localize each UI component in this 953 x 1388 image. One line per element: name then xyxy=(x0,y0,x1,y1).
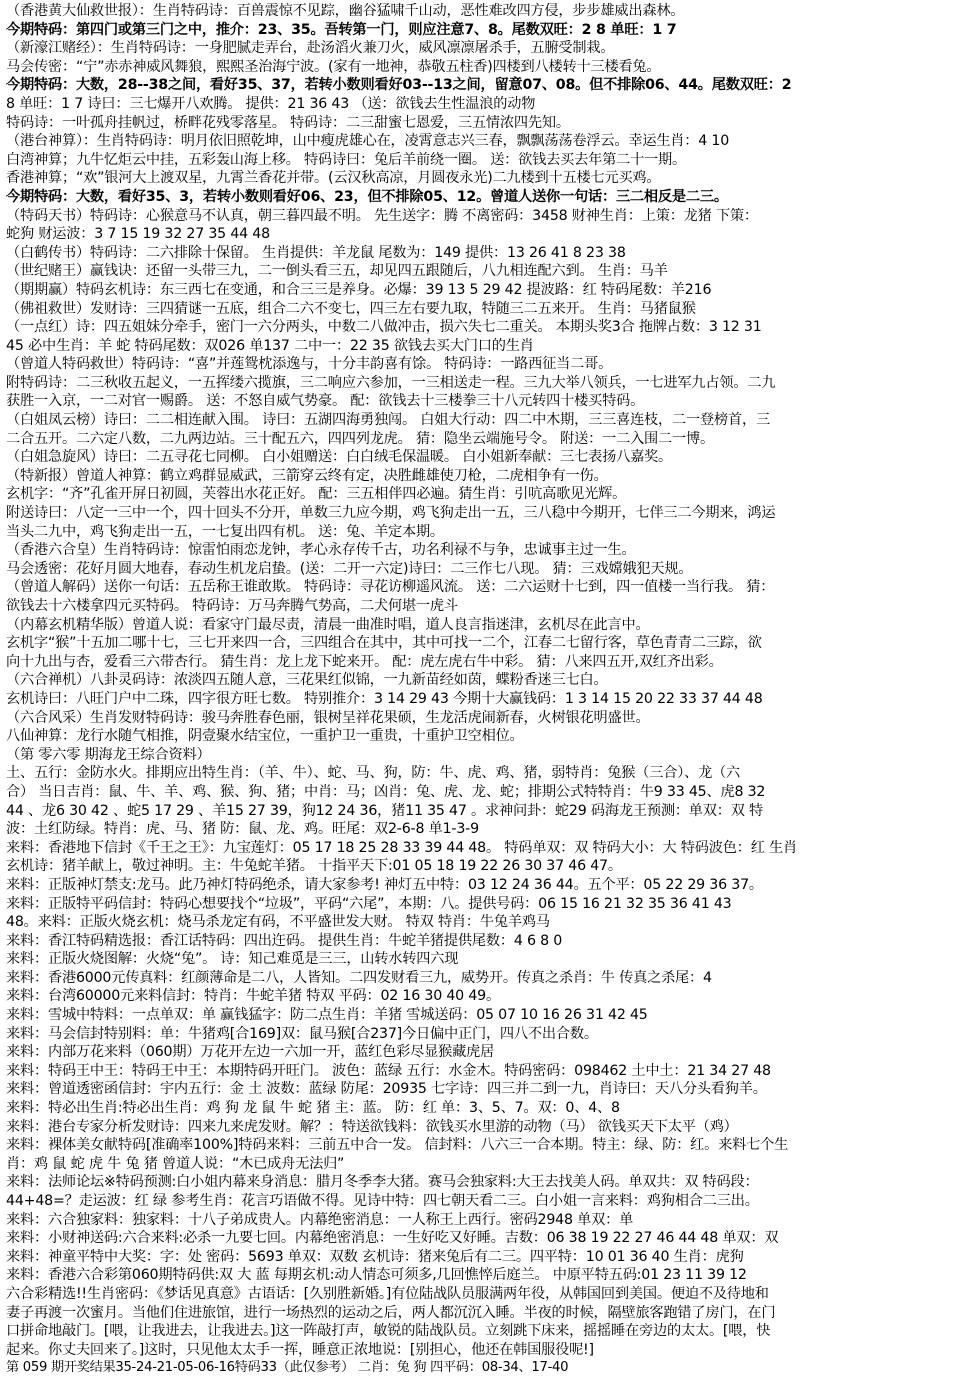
text-line: （世纪赌王）赢钱诀：还留一头带三九，二一倒头看三五，却见四五跟随后，八九相连配六到。 生肖：马羊 xyxy=(6,263,668,280)
draw-result-footer: 第 059 期开奖结果35-24-21-05-06-16特码33（此仅参考） 二肖：兔 狗 四平码：08-34、17-40 xyxy=(6,1360,569,1376)
text-line: 玄机诗曰：八旺门户中二珠，四字很方旺七数。 特别推介：3 14 29 43 今期十大赢钱码：1 3 14 15 20 22 33 37 44 48 xyxy=(6,690,763,707)
text-line: 来料：特码王中王：特码王中王：本期特码开旺门。 波色：蓝绿 五行：水金木。特码密码：098462 土中土：21 34 27 48 xyxy=(6,1062,771,1079)
text-line: 起来。你丈夫回来了。]这时，只见他太太手一挥，睡意正浓地说：[别担心，他还在韩国服役呢!] xyxy=(6,1341,594,1358)
text-line: 来料：正版神灯禁支:龙马。此乃神灯特码绝杀，请大家参考! 神灯五中特：03 12 24 36 44。五个平：05 22 29 36 37。 xyxy=(6,876,763,893)
text-line: 玄机字：“齐”孔雀开屏日初圆，芙蓉出水花正好。 配：三五相伴四必遍。猜生肖：引吭高歌见光辉。 xyxy=(6,486,627,503)
tip-lines xyxy=(6,2,947,1359)
text-line: 来料：神童平特中大奖：字：处 密码：5693 单双：双数 玄机诗：猪来兔后有二三。四平特：10 01 36 40 生肖：虎狗 xyxy=(6,1248,744,1265)
text-line: 来料：法师论坛※特码预测:白小姐内幕来身消息：腊月冬季李大猪。赛马会独家料:大王去找美人码。单双共：双 特码段： xyxy=(6,1174,759,1191)
text-line: （白姐急旋风）诗曰：二五寻花七同柳。 白小姐赠送：白白绒毛保温暖。 白小姐新奉献：三七表扬八嘉奖。 xyxy=(6,449,673,466)
text-line: 来料：台湾60000元来料信封：特肖：牛蛇羊猪 特双 平码：02 16 30 40 49。 xyxy=(6,988,500,1005)
text-line: （白姐凤云榜）诗曰：二二相连献入围。 诗曰：五湖四海勇独闯。 白姐大行动：四二中木期，三三喜连枝，二一登榜首，三 xyxy=(6,412,770,429)
text-line: 六合彩精选!!生肖密码：《梦话见真意》古语话：[久别胜新婚。]有位陆战队员服满两年役，从韩国回到美国。便迫不及待地和 xyxy=(6,1285,769,1302)
text-line: （曾道人解码）送你一句话：五岳称王谁敢欺。 特码诗：寻花访柳遥风流。 送：二六运财十七到，四一值楼一当行我。 猜： xyxy=(6,579,775,596)
text-line: 香港神算；“欢”银河大上渡双星，九霄兰香花并带。(云汉秋高凉，月圆夜永光)二九楼到十五楼七元买鸡。 xyxy=(6,170,661,187)
text-line: 44+48=？走运波：红 绿 参考生肖：花言巧语做不得。见诗中特：四七朝天看二三。白小姐一言来料：鸡狗相合二三出。 xyxy=(6,1193,759,1209)
text-line: 蛇狗 财运波：3 7 15 19 32 27 35 44 48 xyxy=(6,226,270,243)
text-line: （内幕玄机精华版）曾道人说：看家守门最尽责，清晨一曲准时唱，道人良言指迷津，玄机尽在此言中。 xyxy=(6,616,650,633)
text-line: （特码天书）特码诗：心猴意马不认真，朝三暮四最不明。 先生送字：腾 不离密码：3458 财神生肖：上策：龙猪 下策： xyxy=(6,207,758,224)
text-line: 来料：香港地下信封《千王之王》：九宝莲灯：05 17 18 25 28 33 39 44 48。 特码单双：双 特码大小：大 特码波色：红 生肖 xyxy=(6,839,797,856)
text-line: 白湾神算；九牛忆炬云中挂，五彩轰山海上移。 特码诗曰：兔后羊前绕一圈。 送：欲钱去买去年第二十一期。 xyxy=(6,151,687,168)
text-line: （新濠江赌经）：生肖特码诗：一身肥腻走弄台，赴汤滔火兼刀火，威风凛凛屠杀手，五腑受制栽。 xyxy=(6,40,615,57)
text-line: 向十九出与杏，爱看三六带杏行。 猜生肖：龙上龙下蛇来开。 配：虎左虎右牛中彩。 猜：八来四五开,双红齐出彩。 xyxy=(6,653,723,670)
text-line: 八仙神算：龙行水随气相推，阴壹聚水结宝位，一重护卫一重贵，十重护卫空相位。 xyxy=(6,728,524,745)
text-line: 来料：香江特码精选报：香江话特码：四出迕码。 提供生肖：牛蛇羊猪提供尾数：4 6 8 0 xyxy=(6,932,563,949)
text-line: 玄机字“猴”十五加二哪十七，三七开来四一合，三四组合在其中，其中可找一二个，江春二七留行客，草色青青二三踪，欲 xyxy=(6,635,762,652)
text-line: 附特码诗：二三秋收五起义，一五挥缕六揽旗，三二响应六参加，一三相送走一程。三九大举八领兵，一七进军九占领。二九 xyxy=(6,374,776,391)
text-line: 45 必中生肖：羊 蛇 特码尾数：双026 单137 二中一：22 35 欲钱去买大门口的生肖 xyxy=(6,337,534,354)
text-line: （六合风采）生肖发财特码诗：骏马奔胜春色丽，银树呈祥花果硕，生龙活虎闹新春，火树银花明盛世。 xyxy=(6,709,650,726)
text-line: （一点红）诗：四五姐妹分牵手，密门一六分两头，中数二八做冲击，损六失七二重关。 本期头奖3合 拖牌占数：3 12 31 xyxy=(6,319,762,336)
text-line: 来料：港台专家分析发财诗：四来九来虎发财。解？：特送欲钱料：欲钱买水里游的动物（马） 欲钱买天下太平（鸡） xyxy=(6,1118,738,1135)
text-line: 二合五开。二六定八数，二九两边站。三十配五六，四四列龙虎。 猜：隐坐云端施号令。 附送：一二入围二一博。 xyxy=(6,430,714,447)
text-line: 来料：裸体美女献特码[准确率100%]特码来料：三前五中合一发。 信封料：八六三一合本期。特主：绿、防：红。来料七个生 xyxy=(6,1137,789,1154)
text-line: （香港六合皇）生肖特码诗：惊雷怕雨恋龙钟，孝心永存传千古，功名利禄不与争，忠诚事主过一生。 xyxy=(6,542,636,559)
text-line: 马会传密：“宁”赤赤神威风舞狼，熙熙圣治海宁波。(家有一地神，恭敬五柱香)四楼到八楼转十三楼看兔。 xyxy=(6,58,661,75)
text-line: 获胜一入京，一二对官一赐爵。 送：不怒自威气势豪。 配：欲钱去十三楼拳三十八元转四十楼买特码。 xyxy=(6,393,645,410)
text-line: 今期特码：第四门或第三门之中，推介：23、35。吾转第一门，则应注意7、8。尾数双旺：2 8 单旺：1 7 xyxy=(6,21,677,38)
text-line: 来料：正版火烧图解：火烧“兔”。 诗：知己难觅是三三，山转水转四六现 xyxy=(6,951,459,968)
text-line: 今期特码：大数，28--38之间，看好35、37，若转小数则看好03--13之间，留意07、08。但不排除06、44。尾数双旺：2 xyxy=(6,77,792,94)
text-line: 马会透密：花好月圆大地春，春动生机龙启蛰。(送：二开一六定)诗曰：二三作七八现。 猜：三戏嫦娥犯天规。 xyxy=(6,560,693,577)
text-line: 附送诗曰：八定一三中一个，四十回头不分开，单数三九应今期，鸡飞狗走出一五，三八稳中今期开，七伴三二今期来，鸿运 xyxy=(6,505,776,522)
text-line: 妻子再渡一次蜜月。当他们住进旅馆，进行一场热烈的运动之后，两人都沉沉入睡。半夜的时候，隔壁旅客跑错了房门，在门 xyxy=(6,1304,776,1321)
text-line: 今期特码：大数，看好35、3，若转小数则看好06、23，但不排除05、12。曾道人送你一句话：三二相反是二三。 xyxy=(6,188,728,205)
text-line: （佛祖救世）发财诗：三四猜谜一五底，组合二六不变七，四三左右要九取，特随三二五来开。 生肖：马猪鼠猴 xyxy=(6,300,696,317)
text-line: 玄机诗：猪羊献上，敬过神明。主：牛兔蛇羊猪。 十指平天下:01 05 18 19 22 26 30 37 46 47。 xyxy=(6,858,622,875)
text-line: 来料：正版特平码信封：特码心想要找个“垃圾”，平码“六尾”，本期：八。提供号码：06 15 16 21 32 35 36 41 43 xyxy=(6,895,732,912)
text-line: 合） 当日吉肖：鼠、牛、羊、鸡、猴、狗、猪；中肖：马；凶肖：兔、虎、龙、蛇；排期公式特特肖：牛9 33 45、虎8 32 xyxy=(6,783,766,800)
text-line: （曾道人特码救世）特码诗：“喜”并莲鸳枕添逸与，十分丰韵喜有馀。 特码诗：一路西征当二哥。 xyxy=(6,356,613,373)
text-line: 来料：雪城中特料：一点单双：单 赢钱猛字：防二点生肖：羊猪 雪城送码：05 07 10 16 26 31 42 45 xyxy=(6,1007,648,1024)
text-line: 土、五行：金防水火。排期应出特生肖：（羊、牛）、蛇、马、狗，防：牛、虎、鸡、猪，弱特肖：兔猴（三合）、龙（六 xyxy=(6,765,741,782)
text-line: 来料：六合独家料：独家料：十八子弟成贵人。内幕绝密消息：一人称王上西行。密码2948 单双：单 xyxy=(6,1211,634,1228)
text-line: 欲钱去十六楼拿四元买特码。 特码诗：万马奔腾气势高，二犬何堪一虎斗 xyxy=(6,598,458,614)
text-line: （六合禅机）八卦灵码诗：浓淡四五随人意，三花果红似锦，一九新苗经如茵，蝶粉香迷三七白。 xyxy=(6,672,608,689)
text-line: 来料：曾道透密函信封：宇内五行：金 土 波数：蓝绿 防尾：20935 七字诗：四三并二到一九，肖诗曰：天八分头看狗羊。 xyxy=(6,1081,767,1098)
text-line: 来料：香港6000元传真料：红颜薄命是二八，人皆知。二四发财看三九，威势开。传真之杀肖：牛 传真之杀尾：4 xyxy=(6,969,712,986)
text-line: 口拼命地敲门。[喂，让我进去，让我进去。]这一阵敲打声，敏锐的陆战队员。立刻跳下床来，摇摇睡在旁边的太太。[喂，快 xyxy=(6,1323,771,1340)
text-line: 肖：鸡 鼠 蛇 虎 牛 兔 猪 曾道人说：“木已成舟无法归” xyxy=(6,1155,345,1172)
text-line: （白鹤传书）特码诗：二六排除十保留。 生肖提供：羊龙鼠 尾数为：149 提供：13 26 41 8 23 38 xyxy=(6,244,626,261)
text-line: 特码诗：一叶孤舟挂帆过，桥畔花残零落星。 特码诗：二三甜蜜七恩爱，三五情浓四先知。 xyxy=(6,114,570,131)
text-line: （第 零六零 期海龙王综合资料） xyxy=(6,746,211,763)
text-line: 48。来料：正版火烧玄机：烧马杀龙定有码，不平盛世发大财。 特双 特肖：牛兔羊鸡马 xyxy=(6,914,550,931)
text-line: （期期赢）特码玄机诗：东三西七在变通，和合三三是养身。必爆：39 13 5 29 42 提波路：红 特码尾数：羊216 xyxy=(6,281,712,298)
text-line: 来料：香港六合彩第060期特码供:双 大 蓝 每期玄机:动人情态可须多,几回憔悴后庭兰。 中原平特五码:01 23 11 39 12 xyxy=(6,1267,747,1284)
text-line: （港台神算）：生肖特码诗：明月依旧照乾坤，山中瘦虎雄心在，凌霄意志兴三春，飘飘荡荡卷浮云。幸运生肖：4 10 xyxy=(6,133,730,150)
text-line: （特新报）曾道人神算：鹤立鸡群显威武，三箭穿云终有定，决胜雌雄使刀枪，二虎相争有一伤。 xyxy=(6,467,608,484)
text-line: 44 、龙6 30 42 、蛇5 17 29 、羊15 27 39，狗12 24 36，猪11 35 47 。求神问卦：蛇29 码海龙王预测：单双：双 特 xyxy=(6,802,764,819)
text-line: 来料：小财神送码:六合来料:必杀一九要七回。内幕绝密消息：一生好吃又好睡。吉数：06 38 19 22 27 46 44 48 单双：双 xyxy=(6,1230,779,1247)
text-line: 来料：马会信封特别料：单：牛猪鸡[合169]双：鼠马猴[合237]今日偏中正门，四八不出合数。 xyxy=(6,1025,598,1042)
text-line: 来料：特必出生肖:特必出生肖：鸡 狗 龙 鼠 牛 蛇 猪 主：蓝。 防：红 单：3、5、7。双：0、4、8 xyxy=(6,1100,620,1117)
text-line: 波：土红防绿。特肖：虎、马、猪 防：鼠、龙、鸡。旺尾：双2-6-8 单1-3-9 xyxy=(6,821,479,838)
text-line: 当头二九中，鸡飞狗走出一五，一七复出四有机。 送：兔、羊定本期。 xyxy=(6,523,444,540)
text-line: 来料：内部万花来料（060期）万花开左边一六加一开，蓝红色彩尽显猴藏虎居 xyxy=(6,1044,495,1061)
text-line: （香港黄大仙救世报）：生肖特码诗：百兽震惊不见踪，幽谷猛啸千山动，恶性难改四方侵，步步雄威出森林。 xyxy=(6,3,685,19)
text-line: 8 单旺：1 7 诗曰：三七爆开八欢腾。 提供：21 36 43 （送：欲钱去生性温浪的动物 xyxy=(6,95,536,112)
